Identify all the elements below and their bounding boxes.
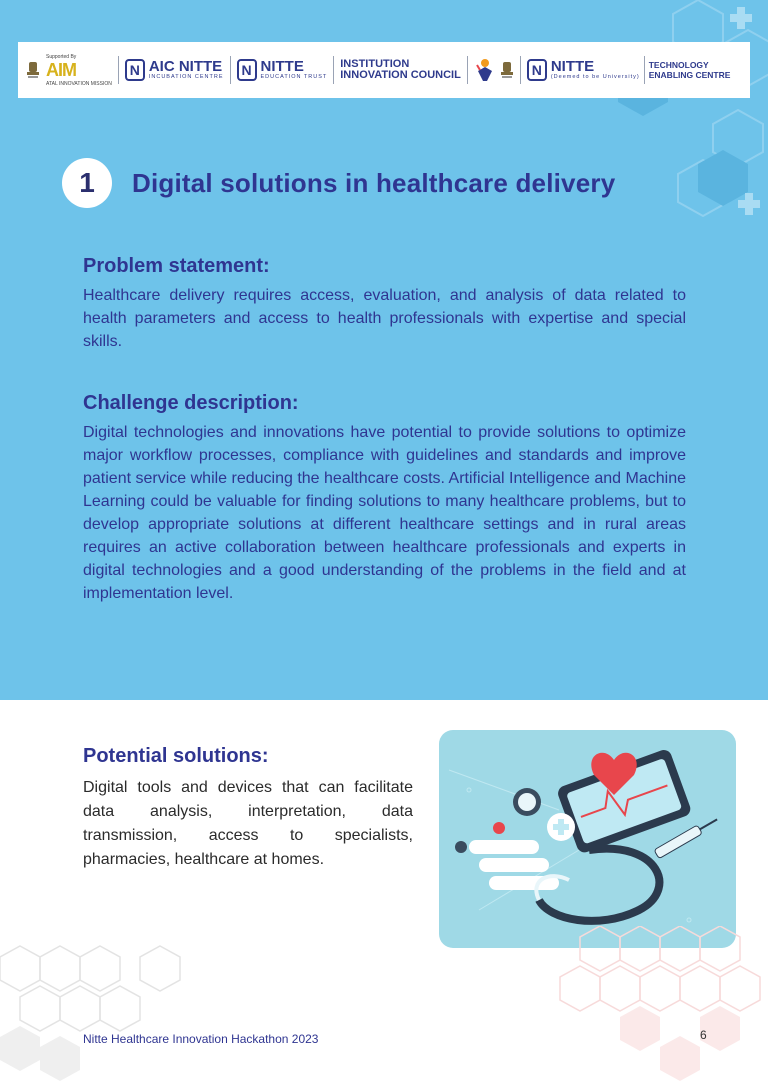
- divider: [467, 56, 468, 84]
- aim-logo: Supported By AIM ATAL INNOVATION MISSION: [46, 53, 112, 87]
- footer-title: Nitte Healthcare Innovation Hackathon 2023: [83, 1032, 319, 1046]
- potential-heading: Potential solutions:: [83, 745, 269, 767]
- divider: [644, 56, 645, 84]
- logo-bar: [18, 42, 750, 98]
- divider: [520, 56, 521, 84]
- ministry-logo: [474, 57, 514, 83]
- mascot-icon: [474, 57, 496, 83]
- section-number: 1: [62, 158, 112, 208]
- iic-logo: INSTITUTION INNOVATION COUNCIL: [340, 58, 461, 81]
- potential-body: Digital tools and devices that can facilitate data analysis, interpretation, data transmission, access to specialists, pharmacies, healthcare at homes.: [83, 779, 413, 868]
- section-heading: [62, 158, 615, 208]
- problem-heading: Problem statement:: [83, 255, 270, 277]
- healthcare-illustration: [439, 730, 736, 948]
- problem-section: [83, 255, 686, 353]
- emblem-icon: [26, 60, 40, 80]
- divider: [118, 56, 119, 84]
- problem-body: Healthcare delivery requires access, evaluation, and analysis of data related to health parameters and access to health professionals with expertise and special skills.: [83, 287, 686, 350]
- hexagon-pattern: [468, 0, 768, 260]
- potential-section: [83, 745, 413, 872]
- nitte-trust-logo: N NITTE EDUCATION TRUST: [237, 59, 328, 81]
- niti-aayog-logo: [26, 60, 40, 80]
- page-number: 6: [700, 1028, 707, 1042]
- nitte-n-icon: N: [527, 59, 547, 81]
- aic-nitte-logo: N AIC NITTE INCUBATION CENTRE: [125, 59, 224, 81]
- challenge-heading: Challenge description:: [83, 392, 299, 414]
- page-title: Digital solutions in healthcare delivery: [132, 167, 616, 198]
- nitte-tec-logo: N NITTE (Deemed to be University) TECHNOLOGY ENABLING CENTRE: [527, 56, 731, 84]
- nitte-n-icon: N: [237, 59, 257, 81]
- nitte-n-icon: N: [125, 59, 145, 81]
- emblem-icon: [500, 60, 514, 80]
- divider: [333, 56, 334, 84]
- bottom-hexagon-pattern: [0, 926, 768, 1086]
- challenge-section: [83, 392, 686, 605]
- challenge-body: Digital technologies and innovations have potential to provide solutions to optimize major workflow processes, compliance with guidelines and standards and improve patient service while reducing the healthcare costs. Artificial Intelligence and Machine Learning could be valuable for finding solutions to many healthcare problems, but to develop appropriate solutions at different healthcare settings and in rural areas requires an active collaboration between healthcare professionals and experts in digital technologies and a good understanding of the problems in the field and at implementation level.: [83, 424, 686, 602]
- divider: [230, 56, 231, 84]
- digital-health-image: [439, 730, 736, 948]
